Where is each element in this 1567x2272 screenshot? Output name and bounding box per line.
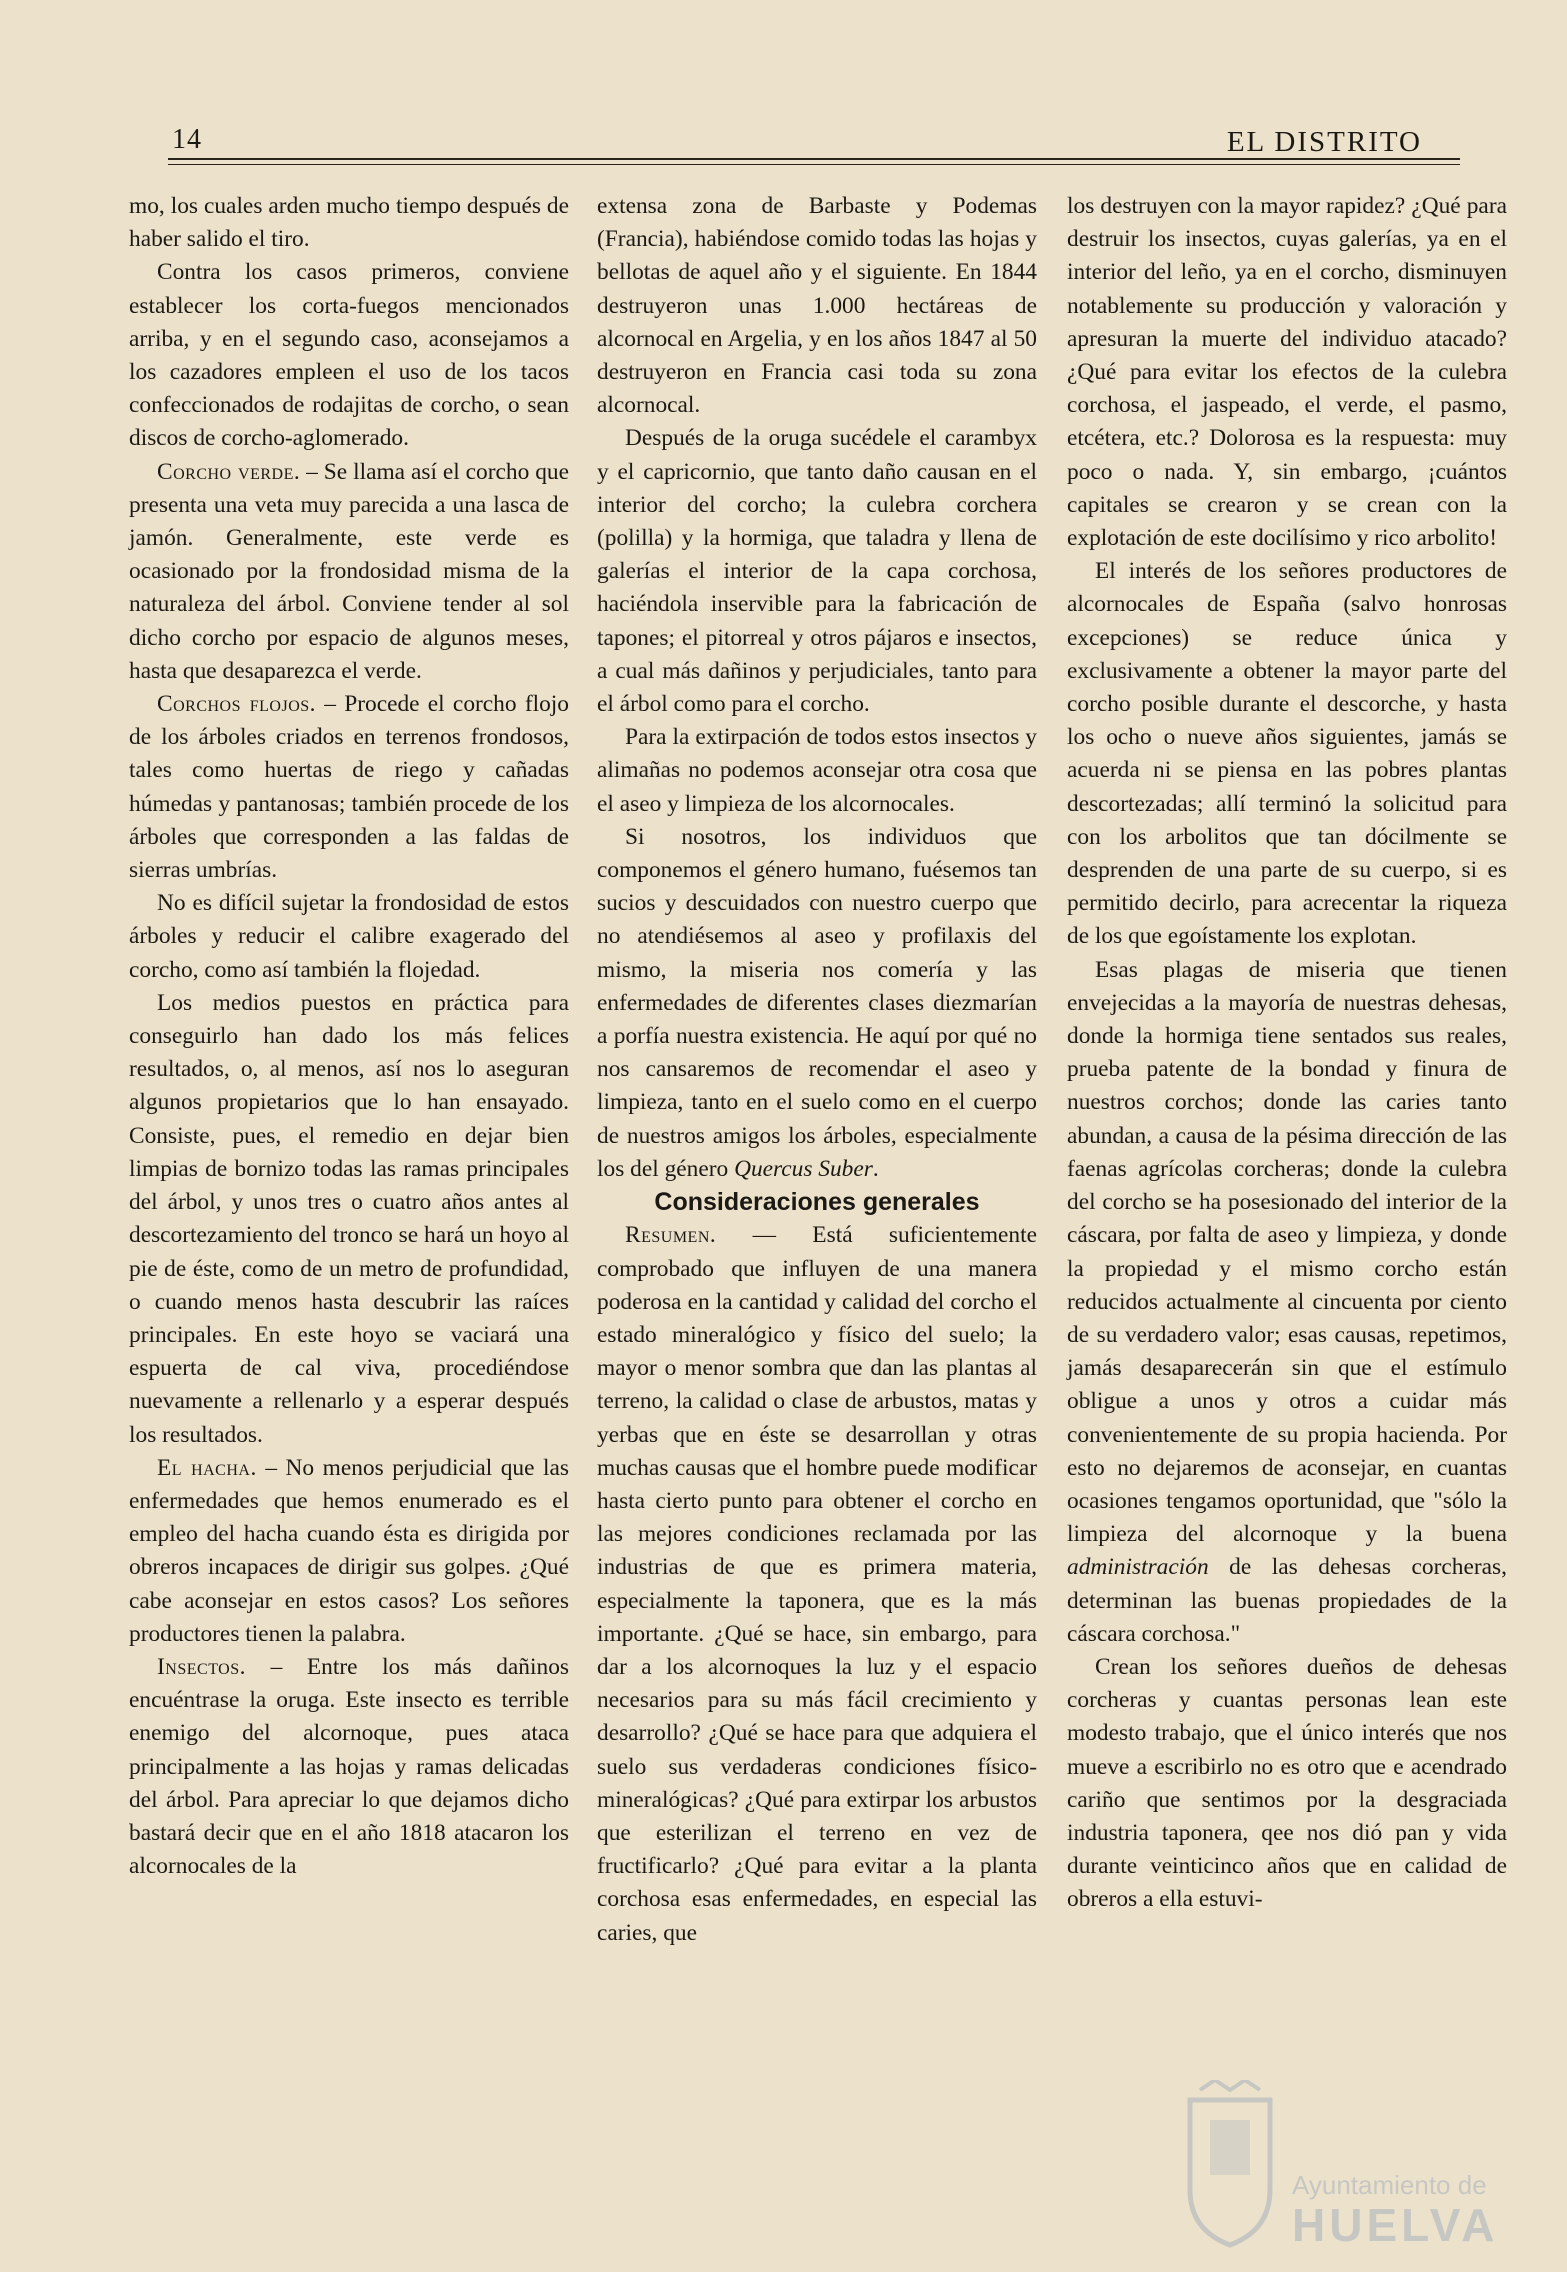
- italic-term: Quercus Suber: [734, 1155, 873, 1182]
- watermark-line-1: Ayuntamiento de: [1292, 2170, 1487, 2200]
- header-rule-thin: [168, 164, 1460, 165]
- paragraph: [597, 1219, 1037, 1949]
- paragraph: Después de la oruga sucédele el carambyx y el capricornio, que tanto daño causan en el interior del corcho; la culebra corchera (polilla) y la hormiga, que taladra y llena de galerías el interior de la capa corchosa, haciéndola inservible para la fabricación de tapones; el pitorreal y otros pájaros e insectos, a cual más dañinos y perjudiciales, tanto para el árbol como para el corcho.: [597, 425, 1037, 718]
- page-number: 14: [172, 124, 202, 155]
- paragraph: Los medios puestos en práctica para conseguirlo han dado los más felices resultados, o, al menos, así nos lo aseguran algunos propietarios que lo han ensayado. Consiste, pues, el remedio en dejar bien limpias de bornizo todas las ramas principales del árbol, y unos tres o cuatro años antes al descortezamiento del tronco se hará un hoyo al pie de éste, como de un metro de profundidad, o cuando menos hasta descubrir las raíces principales. En este hoyo se vaciará una espuerta de cal viva, procediéndose nuevamente a rellenarlo y a esperar después los resultados.: [129, 989, 569, 1448]
- paragraph-text: .: [872, 1155, 879, 1182]
- paragraph: Contra los casos primeros, conviene establecer los corta-fuegos mencionados arriba, y en el segundo caso, aconsejamos a los cazadores empleen el uso de los tacos confeccionados de rodajitas de corcho, o sean discos de corcho-aglomerado.: [129, 259, 569, 452]
- paragraph: [1067, 954, 1507, 1651]
- section-head: El hacha.: [157, 1454, 257, 1481]
- section-head: Resumen.: [625, 1222, 717, 1249]
- paragraph: [597, 821, 1037, 1186]
- paragraph-text: – Se llama así el corcho que presenta una veta muy parecida a una lasca de jamón. Generalmente, este verde es ocasionado por la frondosidad misma de la naturaleza del árbol. Conviene tender al sol dicho corcho por espacio de algunos meses, hasta que desaparezca el verde.: [129, 458, 570, 684]
- paragraph: [129, 688, 569, 887]
- paragraph-text: — Está suficientemente comprobado que influyen de una manera poderosa en la cantidad y calidad del corcho el estado mineralógico y físico del suelo; la mayor o menor sombra que dan las plantas al terreno, la calidad o clase de arbustos, matas y yerbas que en éste se desarrollan y otras muchas causas que el hombre puede modificar hasta cierto punto para obtener el corcho en las mejores condiciones reclamada por las industrias de que es primera materia, especialmente la taponera, que es la más importante. ¿Qué se hace, sin embargo, para dar a los alcornoques la luz y el espacio necesarios para su más fácil crecimiento y desarrollo? ¿Qué se hace para que adquiera el suelo sus verdaderas condiciones físico-mineralógicas? ¿Qué para extirpar los arbustos que esterilizan el terreno en vez de fructificarlo? ¿Qué para evitar a la planta corchosa esas enfermedades, en especial las caries, que: [597, 1222, 1037, 1946]
- journal-title: EL DISTRITO: [1226, 126, 1422, 158]
- section-head: Insectos.: [157, 1653, 246, 1680]
- section-head: Corcho verde.: [157, 458, 301, 485]
- paragraph: [129, 456, 569, 688]
- italic-term: administración: [1067, 1554, 1209, 1581]
- paragraph: Para la extirpación de todos estos insectos y alimañas no podemos aconsejar otra cosa que el aseo y limpieza de los alcornocales.: [597, 724, 1037, 817]
- paragraph: extensa zona de Barbaste y Podemas (Francia), habiéndose comido todas las hojas y bellotas de aquel año y el siguiente. En 1844 destruyeron unas 1.000 hectáreas de alcornocal en Argelia, y en los años 1847 al 50 destruyeron en Francia casi toda su zona alcornocal.: [597, 193, 1037, 419]
- header-rule: [168, 158, 1460, 160]
- watermark-line-2: HUELVA: [1292, 2199, 1499, 2251]
- text-column-3: [1067, 190, 1507, 1917]
- text-column-1: [129, 190, 569, 1883]
- section-heading: Consideraciones generales: [654, 1188, 980, 1217]
- paragraph: No es difícil sujetar la frondosidad de estos árboles y reducir el calibre exagerado del corcho, como así también la flojedad.: [129, 890, 569, 983]
- paragraph-text: – Procede el corcho flojo de los árboles criados en terrenos frondosos, tales como huertas de riego y cañadas húmedas y pantanosas; también procede de los árboles que corresponden a las faldas de sierras umbrías.: [129, 691, 569, 884]
- coat-of-arms-icon: [1180, 2080, 1280, 2250]
- paragraph: [129, 1651, 569, 1883]
- paragraph: El interés de los señores productores de alcornocales de España (salvo honrosas excepciones) se reduce única y exclusivamente a obtener la mayor parte del corcho posible durante el descorche, y hasta los ocho o nueve años siguientes, jamás se acuerda ni se piensa en las pobres plantas descortezadas; allí terminó la solicitud para con los arbolitos que tan dócilmente se desprenden de una parte de su cuerpo, si es permitido decirlo, para acrecentar la riqueza de los que egoístamente los explotan.: [1067, 558, 1507, 950]
- paragraph-text: Esas plagas de miseria que tienen envejecidas a la mayoría de nuestras dehesas, donde la hormiga tiene sentados sus reales, prueba patente de la bondad y finura de nuestros corchos; donde las caries tanto abundan, a causa de la pésima dirección de las faenas agrícolas corcheras; donde la culebra del corcho se ha posesionado del interior de la cáscara, por falta de aseo y limpieza, y donde la propiedad y el mismo corcho están reducidos actualmente al cincuenta por ciento de su verdadero valor; esas causas, repetimos, jamás desaparecerán sin que el estímulo obligue a unos y otros a cuidar más convenientemente de su propia hacienda. Por esto no dejaremos de aconsejar, en cuantas ocasiones tengamos oportunidad, que "sólo la limpieza del alcornoque y la buena: [1067, 956, 1507, 1548]
- paragraph: los destruyen con la mayor rapidez? ¿Qué para destruir los insectos, cuyas galerías, ya en el interior del leño, ya en el corcho, disminuyen notablemente su producción y valoración y apresuran la muerte del individuo atacado? ¿Qué para evitar los efectos de la culebra corchosa, el jaspeado, el verde, el pasmo, etcétera, etc.? Dolorosa es la respuesta: muy poco o nada. Y, sin embargo, ¡cuántos capitales se crearon y se crean con la explotación de este docilísimo y rico arbolito!: [1067, 193, 1507, 552]
- paragraph: Crean los señores dueños de dehesas corcheras y cuantas personas lean este modesto trabajo, que el único interés que nos mueve a escribirlo no es otro que e acendrado cariño que sentimos por la desgraciada industria taponera, qee nos dió pan y vida durante veinticinco años que en calidad de obreros a ella estuvi-: [1067, 1653, 1507, 1913]
- paragraph-text: – Entre los más dañinos encuéntrase la oruga. Este insecto es terrible enemigo del alcornoque, pues ataca principalmente a las hojas y ramas delicadas del árbol. Para apreciar lo que dejamos dicho bastará decir que en el año 1818 atacaron los alcornocales de la: [129, 1653, 569, 1880]
- paragraph-text: de las dehesas corcheras, determinan las buenas propiedades de la cáscara corchosa.": [1067, 1554, 1507, 1647]
- paragraph-text: – No menos perjudicial que las enfermedades que hemos enumerado es el empleo del hacha cuando ésta es dirigida por obreros incapaces de dirigir sus golpes. ¿Qué cabe aconsejar en estos casos? Los señores productores tienen la palabra.: [129, 1454, 569, 1647]
- paragraph: mo, los cuales arden mucho tiempo después de haber salido el tiro.: [129, 193, 569, 253]
- archive-watermark: [1180, 2080, 1540, 2260]
- page-header: [168, 122, 1460, 162]
- section-head: Corchos flojos.: [157, 691, 317, 718]
- text-column-2: [597, 190, 1037, 1950]
- paragraph-text: Si nosotros, los individuos que componemos el género humano, fuésemos tan sucios y descuidados con nuestro cuerpo que no atendiésemos al aseo y profilaxis del mismo, la miseria nos comería y las enfermedades de diferentes clases diezmarían a porfía nuestra existencia. He aquí por qué no nos cansaremos de recomendar el aseo y limpieza, tanto en el suelo como en el cuerpo de nuestros amigos los árboles, especialmente los del género: [597, 823, 1037, 1182]
- paragraph: [129, 1452, 569, 1651]
